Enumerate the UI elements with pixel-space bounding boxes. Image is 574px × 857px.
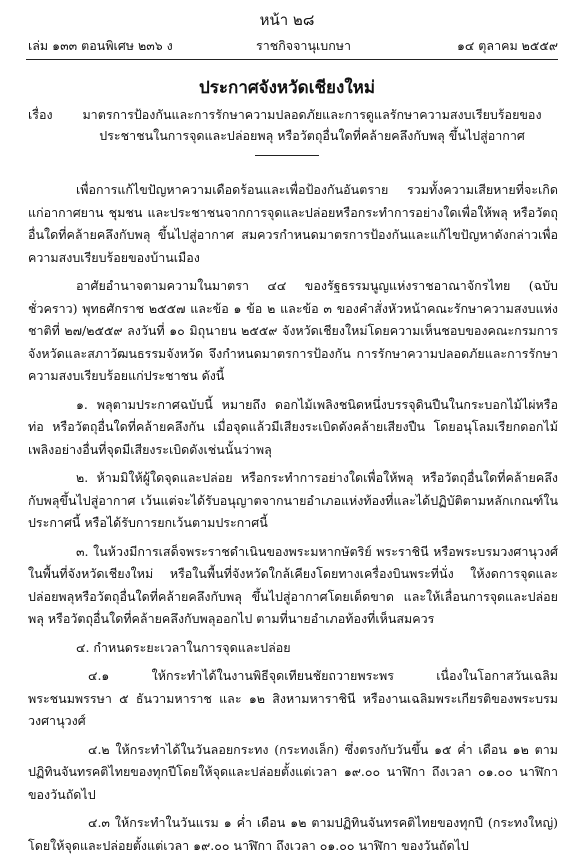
subject-text: มาตรการป้องกันและการรักษาความปลอดภัยและการดูแลรักษาความสงบเรียบร้อยของประชาชนในการจุดและปล่อยพลุ หรือวัตถุอื่นใดที่คล้ายคลึงกับพลุ ขึ้นไปสู่อากาศ <box>82 107 542 143</box>
title-separator <box>255 155 319 156</box>
clause-4: ๔. กำหนดระยะเวลาในการจุดและปล่อย <box>76 639 291 655</box>
announcement-title: ประกาศจังหวัดเชียงใหม่ <box>198 78 376 98</box>
gazette-name: ราชกิจจานุเบกษา <box>256 38 352 53</box>
clause-4-3: ๔.๓ ให้กระทำในวันแรม ๑ ค่ำ เดือน ๑๒ ตามปฏิทินจันทรคติไทยของทุกปี (กระทงใหญ่) โดยให้จุดและปล่อยตั้งแต่เวลา ๑๙.๐๐ นาฬิกา ถึงเวลา ๐๑.๐๐ นาฬิกา ของวันถัดไป <box>28 815 558 853</box>
clause-1: ๑. พลุตามประกาศฉบับนี้ หมายถึง ดอกไม้เพลิงชนิดหนึ่งบรรจุดินปืนในกระบอกไม้ไผ่หรือท่อ หรือวัตถุอื่นใดที่คล้ายคลึงกัน เมื่อจุดแล้วมีเสียงระเบิดดังคล้ายเสียงปืน โดยอนุโลมเรียกดอกไม้เพลิงอย่างอื่นที่จุดมีเสียงระเบิดดังเช่นนั้นว่าพลุ <box>28 396 558 457</box>
page-number: หน้า ๒๘ <box>259 11 315 29</box>
clause-4-2: ๔.๒ ให้กระทำได้ในวันลอยกระทง (กระทงเล็ก) ซึ่งตรงกับวันขึ้น ๑๕ ค่ำ เดือน ๑๒ ตามปฏิทินจันทรคติไทยของทุกปีโดยให้จุดและปล่อยตั้งแต่เวลา ๑๙.๐๐ นาฬิกา ถึงเวลา ๐๑.๐๐ นาฬิกาของวันถัดไป <box>28 741 558 802</box>
clause-3: ๓. ในห้วงมีการเสด็จพระราชดำเนินของพระมหากษัตริย์ พระราชินี หรือพระบรมวงศานุวงศ์ ในพื้นที่จังหวัดเชียงใหม่ หรือในพื้นที่จังหวัดใกล้เคียงโดยทางเครื่องบินพระที่นั่ง ให้งดการจุดและปล่อยพลุหรือวัตถุอื่นใดที่คล้ายคลึงกับพลุ ขึ้นไปสู่อากาศโดยเด็ดขาด และให้เลื่อนการจุดและปล่อยพลุ หรือวัตถุอื่นใดที่คล้ายคลึงกับพลุออกไป ตามที่นายอำเภอท้องที่เห็นสมควร <box>28 543 558 626</box>
gazette-header <box>28 36 558 58</box>
subject-label: เรื่อง <box>28 107 53 122</box>
paragraph-preamble: เพื่อการแก้ไขปัญหาความเดือดร้อนและเพื่อป้องกันอันตราย รวมทั้งความเสียหายที่จะเกิดแก่อากาศยาน ชุมชน และประชาชนจากการจุดและปล่อยหรือกระทำการอย่างใดเพื่อให้พลุ หรือวัตถุอื่นใดที่คล้ายคลึงกับพลุ ขึ้นไปสู่อากาศ สมควรกำหนดมาตรการป้องกันและแก้ไขปัญหาดังกล่าวเพื่อความสงบเรียบร้อยของบ้านเมือง <box>28 182 558 265</box>
clause-4-1: ๔.๑ ให้กระทำได้ในงานพิธีจุดเทียนชัยถวายพระพร เนื่องในโอกาสวันเฉลิมพระชนมพรรษา ๕ ธันวามหาราช และ ๑๒ สิงหามหาราชินี หรืองานเฉลิมพระเกียรติของพระบรมวงศานุวงศ์ <box>28 668 558 728</box>
document-body <box>28 179 558 857</box>
gazette-date: ๑๔ ตุลาคม ๒๕๕๙ <box>456 38 558 53</box>
paragraph-authority: อาศัยอำนาจตามความในมาตรา ๔๔ ของรัฐธรรมนูญแห่งราชอาณาจักรไทย (ฉบับชั่วคราว) พุทธศักราช ๒๕๕๗ และข้อ ๑ ข้อ ๒ และข้อ ๓ ของคำสั่งหัวหน้าคณะรักษาความสงบแห่งชาติที่ ๒๗/๒๕๕๙ ลงวันที่ ๑๐ มิถุนายน ๒๕๕๙ จังหวัดเชียงใหม่โดยความเห็นชอบของคณะกรมการจังหวัดและสภาวัฒนธรรมจังหวัด จึงกำหนดมาตรการป้องกัน การรักษาความปลอดภัยและการรักษาความสงบเรียบร้อยแก่ประชาชน ดังนี้ <box>28 278 558 383</box>
volume-info: เล่ม ๑๓๓ ตอนพิเศษ ๒๓๖ ง <box>28 38 173 53</box>
header-rule <box>26 59 558 60</box>
clause-2: ๒. ห้ามมิให้ผู้ใดจุดและปล่อย หรือกระทำการอย่างใดเพื่อให้พลุ หรือวัตถุอื่นใดที่คล้ายคลึงกับพลุขึ้นไปสู่อากาศ เว้นแต่จะได้รับอนุญาตจากนายอำเภอแห่งท้องที่และได้ปฏิบัติตามหลักเกณฑ์ในประกาศนี้ หรือได้รับการยกเว้นตามประกาศนี้ <box>28 470 558 530</box>
